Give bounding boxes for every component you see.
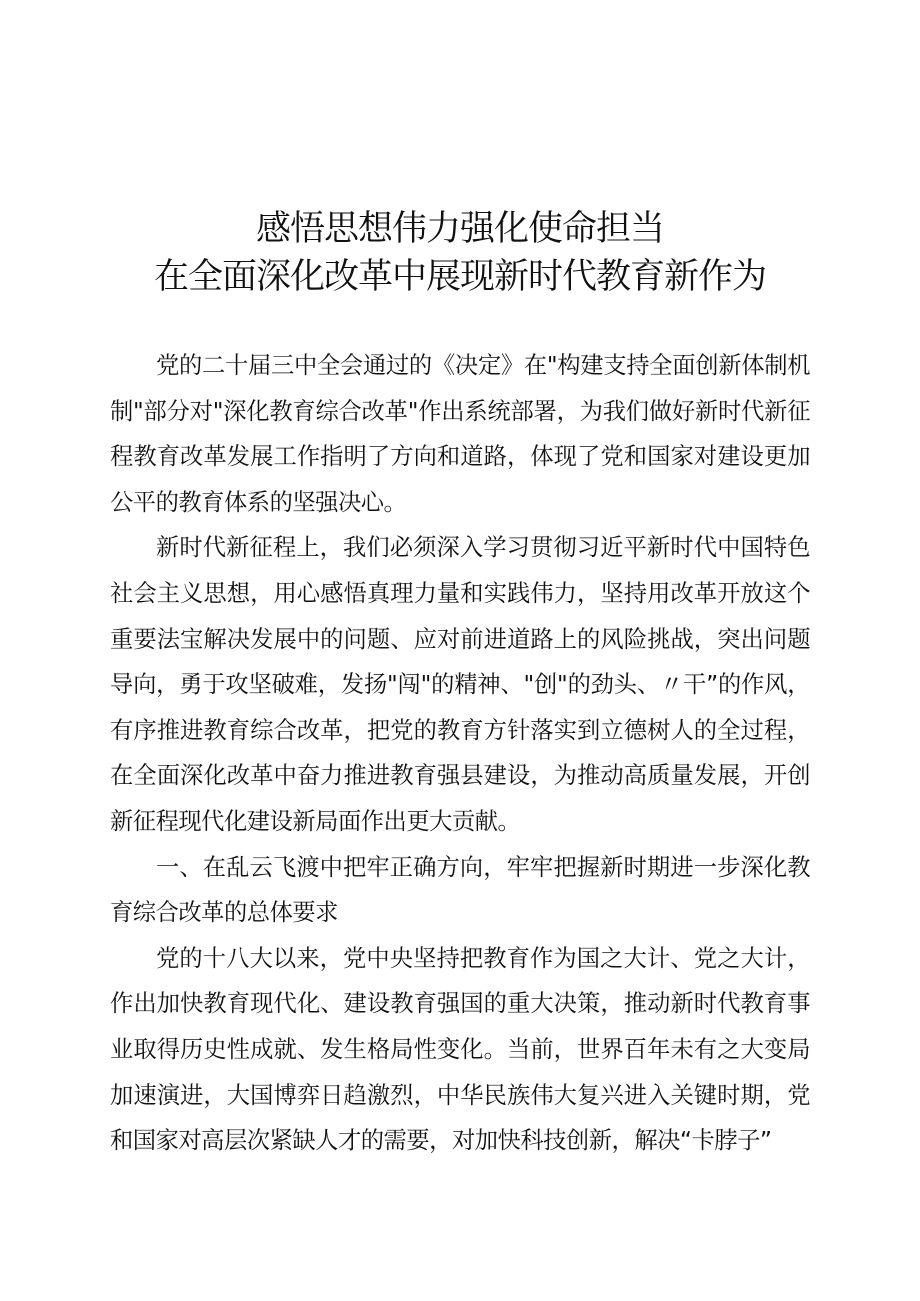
document-title-line-1: 感悟思想伟力强化使命担当	[255, 209, 664, 249]
paragraph-new-era: 新时代新征程上，我们必须深入学习贯彻习近平新时代中国特色社会主义思想，用心感悟真理力量和实践伟力，坚持用改革开放这个重要法宝解决发展中的问题、应对前进道路上的风险挑战，突出问题导向，勇于攻坚破难，发扬"闯"的精神、"创"的劲头、〃干”的作风，有序推进教育综合改革，把党的教育方针落实到立德树人的全过程，在全面深化改革中奋力推进教育强县建设，为推动高质量发展，开创新征程现代化建设新局面作出更大贡献。	[110, 534, 810, 835]
document-body	[110, 343, 810, 1164]
paragraph-intro: 党的二十届三中全会通过的《决定》在"构建支持全面创新体制机制"部分对"深化教育综合改革"作出系统部署，为我们做好新时代新征程教育改革发展工作指明了方向和道路，体现了党和国家对建设更加公平的教育体系的坚强决心。	[110, 352, 810, 516]
paragraph-since-18th-congress: 党的十八大以来，党中央坚持把教育作为国之大计、党之大计，作出加快教育现代化、建设教育强国的重大决策，推动新时代教育事业取得历史性成就、发生格局性变化。当前，世界百年未有之大变局加速演进，大国博弈日趋激烈，中华民族伟大复兴进入关键时期，党和国家对高层次紧缺人才的需要，对加快科技创新，解决“卡脖子”	[110, 944, 810, 1155]
document-title-line-2: 在全面深化改革中展现新时代教育新作为	[153, 257, 766, 297]
section-heading-one: 一、在乱云飞渡中把牢正确方向，牢牢把握新时期进一步深化教育综合改革的总体要求	[110, 853, 810, 927]
